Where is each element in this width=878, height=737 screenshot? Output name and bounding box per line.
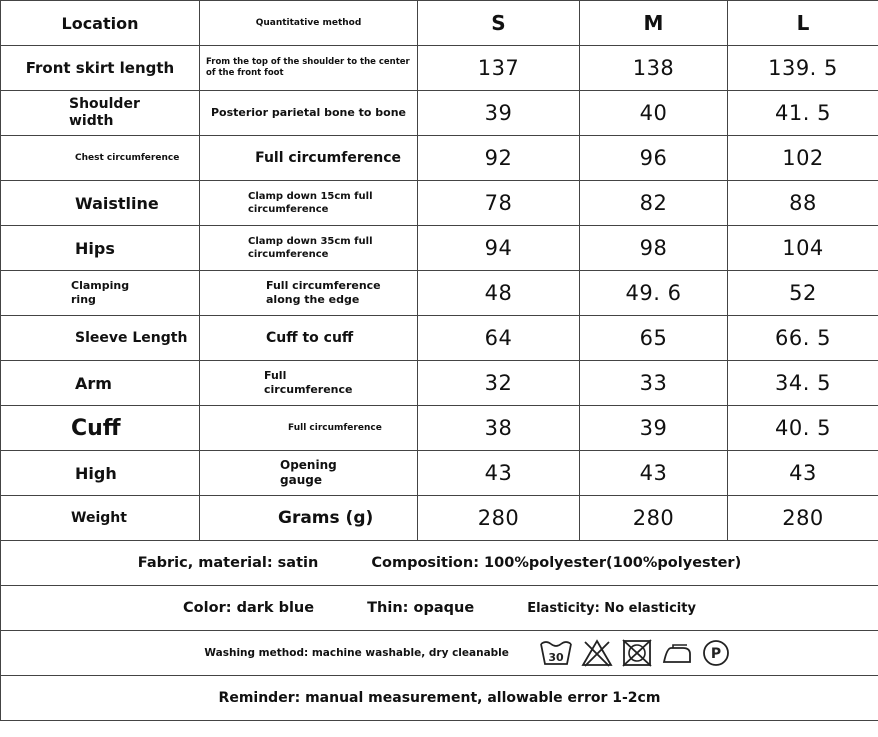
washing-text: Washing method: machine washable, dry cleanable [204,647,509,659]
row-method: Full circumference [200,136,418,181]
header-size-m: M [580,1,728,46]
value-s: 48 [418,271,580,316]
row-location: Waistline [1,181,200,226]
value-s: 280 [418,496,580,541]
value-s: 137 [418,46,580,91]
row-location: Arm [1,361,200,406]
row-location: Cuff [1,406,200,451]
value-s: 32 [418,361,580,406]
thin-text: Thin: opaque [367,600,475,616]
value-m: 65 [580,316,728,361]
info-row-washing [1,631,878,676]
info-row-color [1,586,878,631]
iron-icon [661,638,693,668]
row-method: Full circumference along the edge [266,279,381,306]
value-s: 64 [418,316,580,361]
row-location: Chest circumference [1,136,200,181]
row-method: Full circumference [264,369,353,396]
composition-text: Composition: 100%polyester(100%polyester) [371,555,742,571]
row-location: Front skirt length [1,46,200,91]
value-m: 96 [580,136,728,181]
header-size-l: L [728,1,878,46]
reminder-text: Reminder: manual measurement, allowable error 1-2cm [1,676,878,721]
value-m: 33 [580,361,728,406]
value-m: 39 [580,406,728,451]
elasticity-text: Elasticity: No elasticity [527,601,696,616]
row-method: Grams (g) [200,496,418,541]
value-m: 138 [580,46,728,91]
dry-clean-label: P [710,646,721,662]
header-size-s: S [418,1,580,46]
value-l: 88 [728,181,878,226]
value-l: 104 [728,226,878,271]
row-location: Sleeve Length [1,316,200,361]
value-l: 40. 5 [728,406,878,451]
value-l: 34. 5 [728,361,878,406]
color-text: Color: dark blue [183,600,315,616]
fabric-text: Fabric, material: satin [137,555,319,571]
value-m: 49. 6 [580,271,728,316]
table-row [1,226,878,271]
value-s: 43 [418,451,580,496]
table-row [1,181,878,226]
value-l: 102 [728,136,878,181]
value-m: 40 [580,91,728,136]
care-icons [539,638,731,668]
value-l: 280 [728,496,878,541]
value-m: 43 [580,451,728,496]
value-s: 38 [418,406,580,451]
value-l: 52 [728,271,878,316]
row-method: Opening gauge [280,458,337,487]
value-l: 66. 5 [728,316,878,361]
info-row-reminder [1,676,878,721]
table-row [1,361,878,406]
table-row [1,46,878,91]
value-m: 280 [580,496,728,541]
value-s: 39 [418,91,580,136]
row-location: High [1,451,200,496]
info-row-fabric [1,541,878,586]
value-l: 43 [728,451,878,496]
table-row [1,451,878,496]
row-method: Cuff to cuff [200,316,418,361]
wash-30-icon [539,638,573,668]
row-method: Clamp down 15cm full circumference [200,181,418,226]
row-location: Shoulder width [69,96,140,129]
table-row [1,496,878,541]
value-s: 94 [418,226,580,271]
wash-temp-label: 30 [547,651,564,664]
table-row [1,271,878,316]
value-l: 41. 5 [728,91,878,136]
value-m: 82 [580,181,728,226]
dry-clean-p-icon [701,638,731,668]
row-method: From the top of the shoulder to the center of the front foot [200,46,418,91]
header-location: Location [1,1,200,46]
table-row [1,406,878,451]
value-m: 98 [580,226,728,271]
row-method: Clamp down 35cm full circumference [200,226,418,271]
row-location: Clamping ring [71,279,130,306]
value-s: 92 [418,136,580,181]
row-location: Hips [1,226,200,271]
row-location: Weight [1,496,200,541]
header-row [1,1,878,46]
table-row [1,136,878,181]
table-row [1,91,878,136]
row-method: Posterior parietal bone to bone [200,91,418,136]
row-method: Full circumference [200,406,418,451]
table-row [1,316,878,361]
no-bleach-icon [581,638,613,668]
value-s: 78 [418,181,580,226]
value-l: 139. 5 [728,46,878,91]
no-tumble-dry-icon [621,638,653,668]
header-method: Quantitative method [200,1,418,46]
